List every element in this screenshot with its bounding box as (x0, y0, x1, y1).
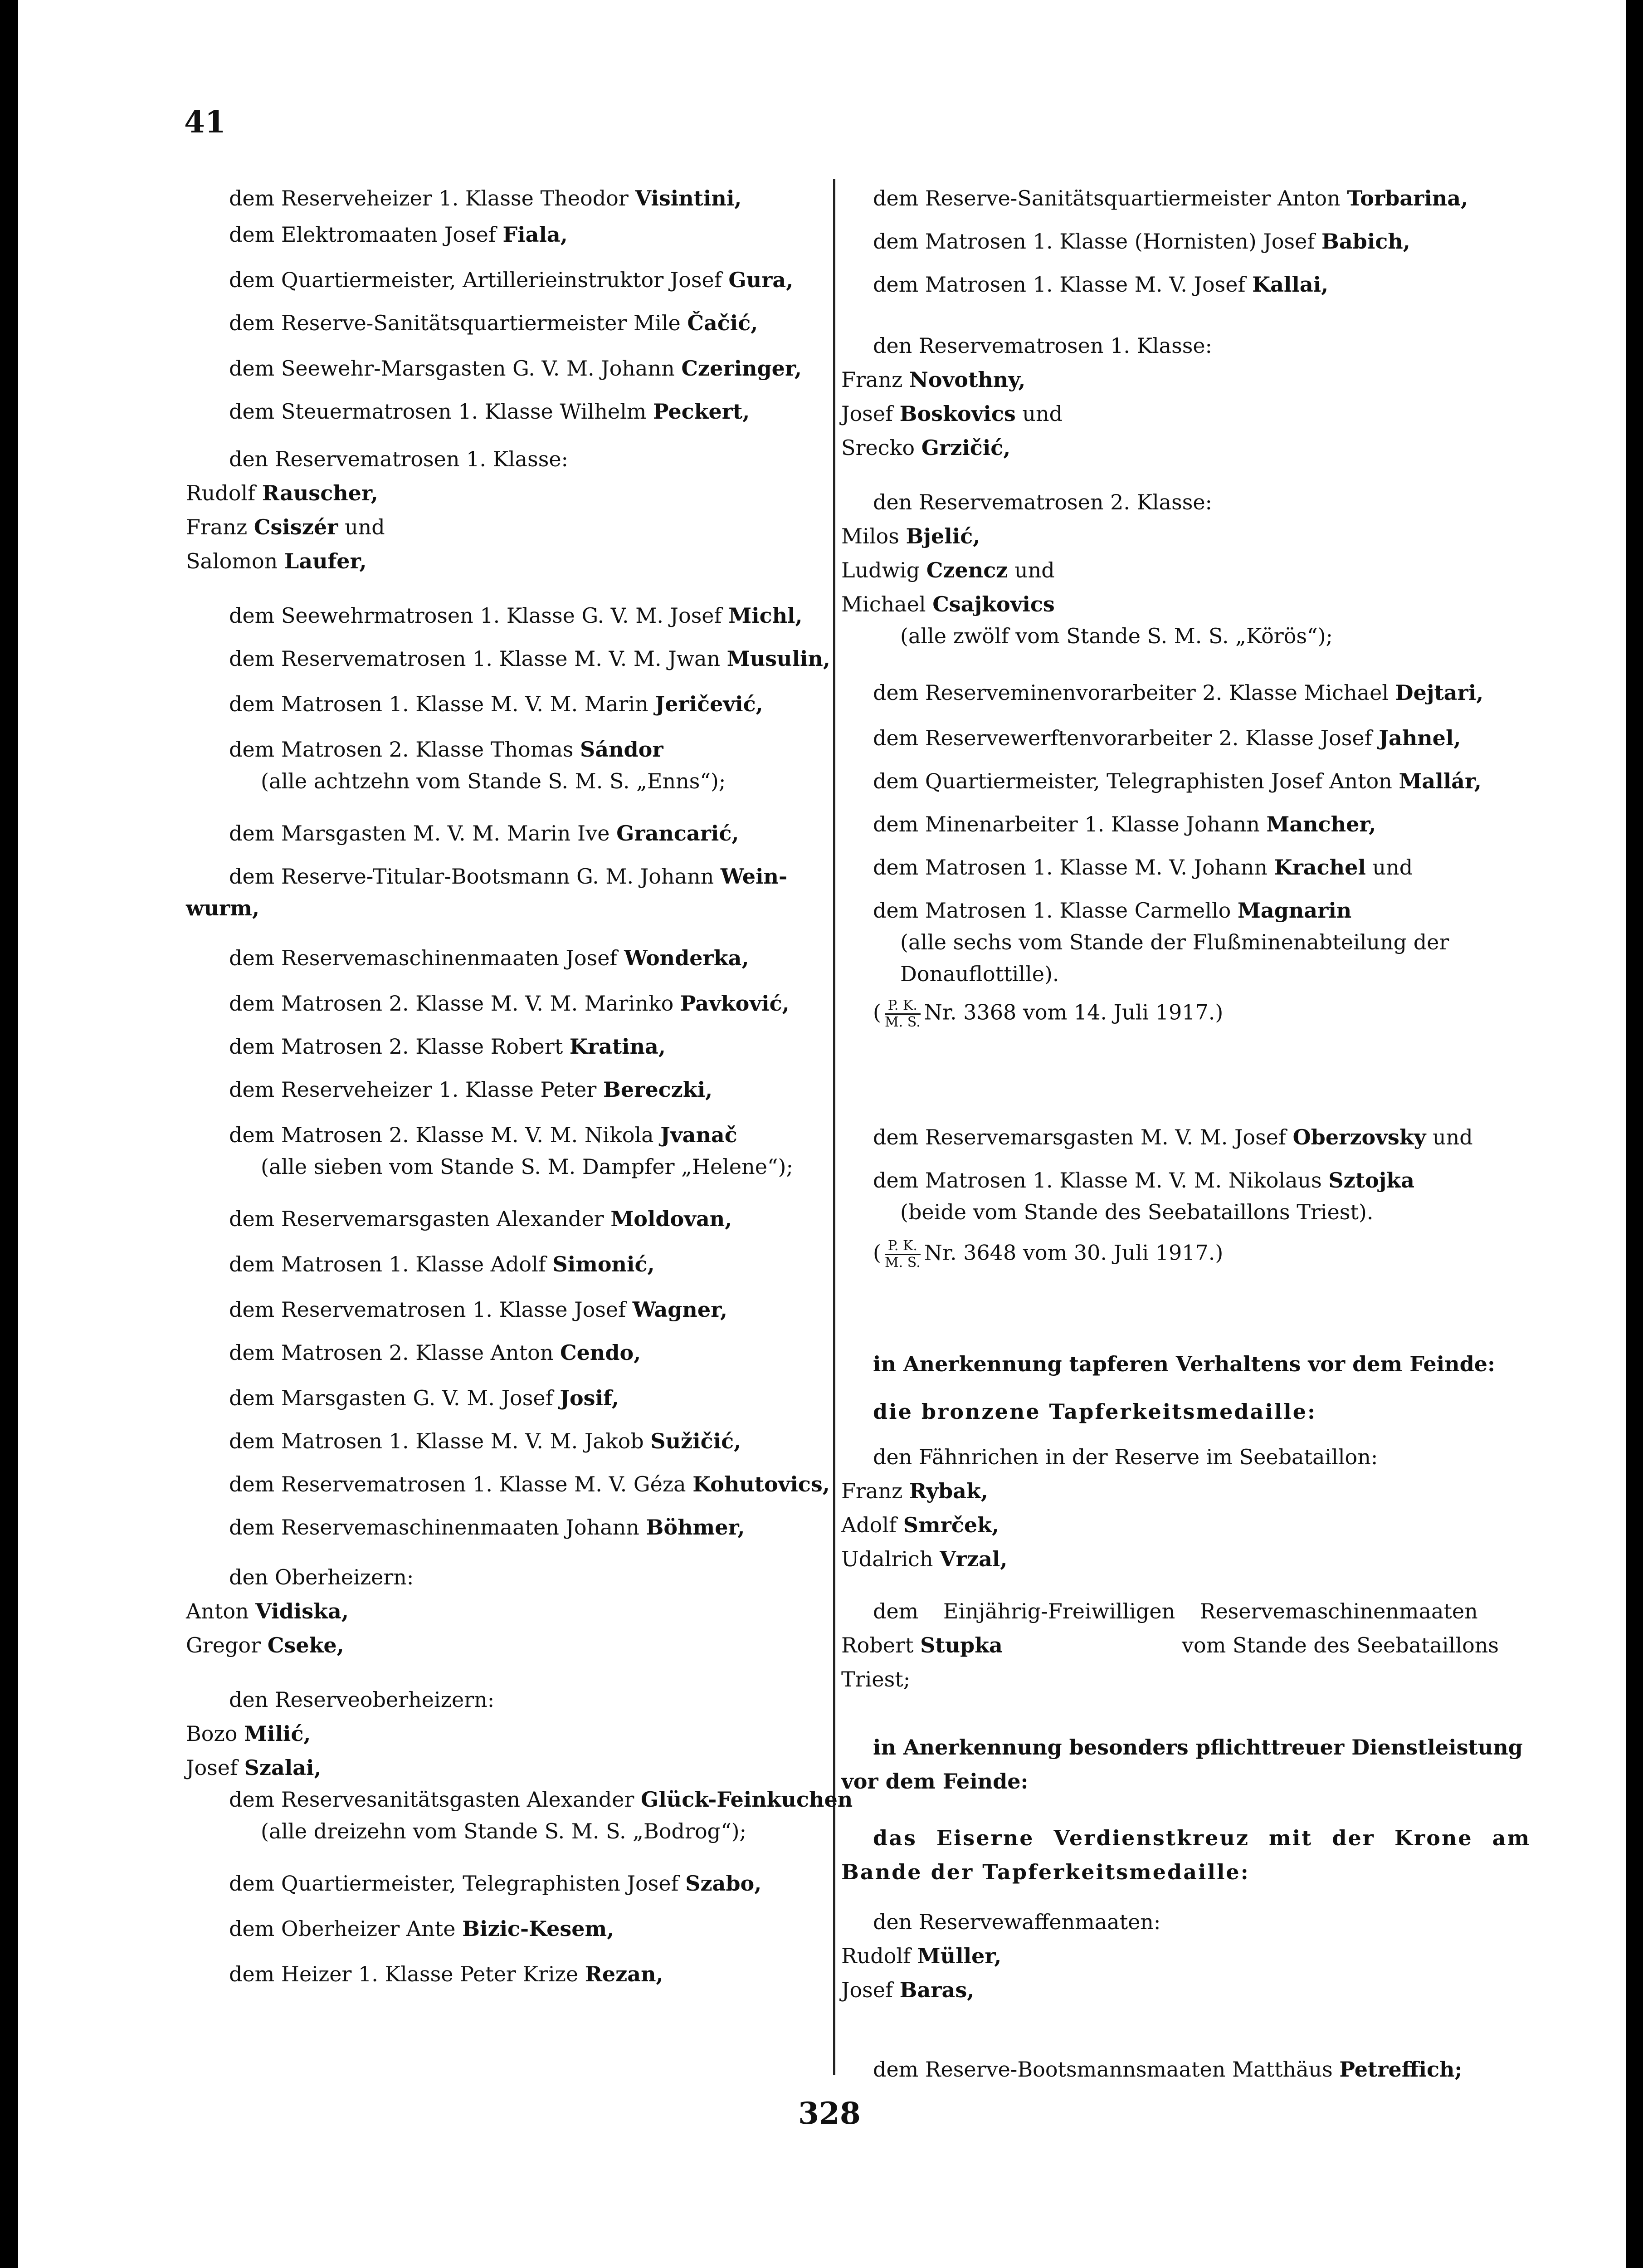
entry: Rudolf Müller, (841, 1944, 1002, 1968)
entry: dem Reservesanitätsgasten Alexander Glück-Feinkuchen (229, 1787, 853, 1812)
group-intro: den Reserveoberheizern: (229, 1687, 495, 1712)
entry: dem Einjährig-Freiwilligen Reservemaschinenmaaten (873, 1599, 1478, 1623)
entry: dem Reservematrosen 1. Klasse M. V. Géza Kohutovics, (229, 1472, 830, 1496)
entry: dem Reserveheizer 1. Klasse Theodor Visintini, (229, 186, 742, 210)
entry: dem Seewehrmatrosen 1. Klasse G. V. M. Josef Michl, (229, 603, 803, 628)
entry: dem Matrosen 1. Klasse M. V. M. Marin Jeričević, (229, 692, 763, 716)
entry: Josef Boskovics und (841, 401, 1063, 426)
entry: Udalrich Vrzal, (841, 1547, 1008, 1571)
entry: dem Reservematrosen 1. Klasse Josef Wagner, (229, 1297, 728, 1322)
footer-page-number: 328 (798, 2096, 861, 2131)
entry: dem Matrosen 2. Klasse Anton Cendo, (229, 1340, 641, 1365)
entry: dem Quartiermeister, Telegraphisten Josef Szabo, (229, 1871, 762, 1896)
entry: Anton Vidiska, (186, 1599, 349, 1623)
entry: dem Marsgasten G. V. M. Josef Josif, (229, 1386, 619, 1410)
note: (beide vom Stande des Seebataillons Triest). (900, 1200, 1374, 1224)
entry: Josef Baras, (841, 1978, 975, 2002)
entry: dem Reserve-Bootsmannsmaaten Matthäus Petreffich; (873, 2057, 1463, 2082)
group-intro: den Reservematrosen 1. Klasse: (229, 447, 569, 471)
group-intro: den Fähnrichen in der Reserve im Seebataillon: (873, 1445, 1378, 1469)
entry: dem Quartiermeister, Telegraphisten Josef Anton Mallár, (873, 769, 1482, 793)
entry: Robert Stupka vom Stande des Seebataillons (841, 1633, 1499, 1657)
group-intro: den Reservematrosen 1. Klasse: (873, 333, 1213, 358)
entry: dem Minenarbeiter 1. Klasse Johann Mancher, (873, 812, 1376, 836)
entry: dem Reservemaschinenmaaten Josef Wonderka, (229, 946, 749, 970)
entry: dem Oberheizer Ante Bizic-Kesem, (229, 1916, 614, 1941)
reference-fraction: $\frac{P. K.}{M. S.}$ (884, 997, 921, 1030)
group-intro: den Oberheizern: (229, 1565, 414, 1589)
entry: dem Seewehr-Marsgasten G. V. M. Johann Czeringer, (229, 356, 802, 381)
entry-continuation: Triest; (841, 1667, 911, 1691)
note: (alle achtzehn vom Stande S. M. S. „Enns“); (261, 769, 726, 793)
entry: Franz Rybak, (841, 1479, 988, 1503)
section-heading-continuation: vor dem Feinde: (841, 1769, 1029, 1794)
reference-fraction: $\frac{P. K.}{M. S.}$ (884, 1238, 921, 1271)
entry: dem Reserveminenvorarbeiter 2. Klasse Michael Dejtari, (873, 680, 1484, 705)
entry: dem Matrosen 1. Klasse M. V. Johann Krachel und (873, 855, 1413, 880)
entry: dem Reserve-Sanitätsquartiermeister Anton Torbarina, (873, 186, 1468, 210)
entry: Gregor Cseke, (186, 1633, 344, 1657)
section-heading: in Anerkennung tapferen Verhaltens vor dem Feinde: (873, 1352, 1495, 1376)
entry: dem Matrosen 1. Klasse M. V. M. Jakob Sužičić, (229, 1429, 741, 1453)
award-heading: die bronzene Tapferkeitsmedaille: (873, 1399, 1316, 1424)
entry: Milos Bjelić, (841, 524, 980, 548)
group-intro: den Reservematrosen 2. Klasse: (873, 490, 1213, 514)
entry: dem Quartiermeister, Artillerieinstruktor Josef Gura, (229, 268, 794, 292)
entry: dem Matrosen 1. Klasse Carmello Magnarin (873, 898, 1352, 923)
entry: Ludwig Czencz und (841, 558, 1055, 582)
entry: dem Matrosen 1. Klasse (Hornisten) Josef Babich, (873, 229, 1410, 254)
note: Donauflottille). (900, 962, 1059, 986)
entry: Franz Csiszér und (186, 515, 385, 539)
entry: Bozo Milić, (186, 1721, 311, 1746)
entry: dem Marsgasten M. V. M. Marin Ive Grancarić, (229, 821, 739, 846)
entry: dem Reservewerftenvorarbeiter 2. Klasse Josef Jahnel, (873, 726, 1461, 750)
note: (alle sechs vom Stande der Flußminenabteilung der (900, 930, 1449, 954)
entry: dem Reservematrosen 1. Klasse M. V. M. Jwan Musulin, (229, 646, 830, 671)
entry: dem Matrosen 2. Klasse M. V. M. Nikola Jvanač (229, 1123, 737, 1147)
page-number: 41 (184, 104, 226, 140)
note: (alle zwölf vom Stande S. M. S. „Körös“); (900, 624, 1333, 648)
entry: Michael Csajkovics (841, 592, 1055, 616)
entry: Srecko Grzičić, (841, 435, 1011, 460)
entry: dem Matrosen 1. Klasse M. V. M. Nikolaus Sztojka (873, 1168, 1414, 1193)
section-heading: in Anerkennung besonders pflichttreuer Dienstleistung (873, 1735, 1523, 1760)
award-heading: das Eiserne Verdienstkreuz mit der Krone am (873, 1826, 1531, 1850)
note: (alle sieben vom Stande S. M. Dampfer „Helene“); (261, 1154, 793, 1179)
award-heading-continuation: Bande der Tapferkeitsmedaille: (841, 1860, 1250, 1884)
entry: dem Steuermatrosen 1. Klasse Wilhelm Peckert, (229, 399, 750, 424)
entry: dem Reservemaschinenmaaten Johann Böhmer, (229, 1515, 745, 1540)
entry: dem Matrosen 1. Klasse M. V. Josef Kallai, (873, 272, 1329, 297)
group-intro: den Reservewaffenmaaten: (873, 1910, 1161, 1934)
entry: dem Matrosen 2. Klasse Thomas Sándor (229, 737, 663, 762)
entry: dem Reserve-Sanitätsquartiermeister Mile Čačić, (229, 311, 758, 335)
entry-continuation: wurm, (186, 896, 259, 920)
document-page (18, 0, 1626, 2268)
entry: Adolf Smrček, (841, 1513, 999, 1537)
reference: ( $\frac{P. K.}{M. S.}$ Nr. 3368 vom 14. Juli 1917.) (873, 997, 1224, 1030)
entry: Salomon Laufer, (186, 549, 367, 573)
entry: dem Matrosen 1. Klasse Adolf Simonić, (229, 1252, 655, 1276)
entry: Rudolf Rauscher, (186, 481, 378, 505)
entry: dem Matrosen 2. Klasse M. V. M. Marinko Pavković, (229, 991, 790, 1016)
entry: Josef Szalai, (186, 1755, 322, 1780)
entry: dem Heizer 1. Klasse Peter Krize Rezan, (229, 1962, 663, 1986)
reference: ( $\frac{P. K.}{M. S.}$ Nr. 3648 vom 30. Juli 1917.) (873, 1238, 1224, 1271)
note: (alle dreizehn vom Stande S. M. S. „Bodrog“); (261, 1819, 747, 1843)
entry: Franz Novothny, (841, 367, 1026, 392)
entry: dem Reservemarsgasten Alexander Moldovan, (229, 1207, 732, 1231)
entry: dem Elektromaaten Josef Fiala, (229, 222, 568, 247)
entry: dem Reservemarsgasten M. V. M. Josef Oberzovsky und (873, 1125, 1473, 1149)
entry: dem Reserveheizer 1. Klasse Peter Bereczki, (229, 1077, 713, 1102)
entry: dem Reserve-Titular-Bootsmann G. M. Johann Wein- (229, 864, 788, 889)
entry: dem Matrosen 2. Klasse Robert Kratina, (229, 1034, 666, 1059)
